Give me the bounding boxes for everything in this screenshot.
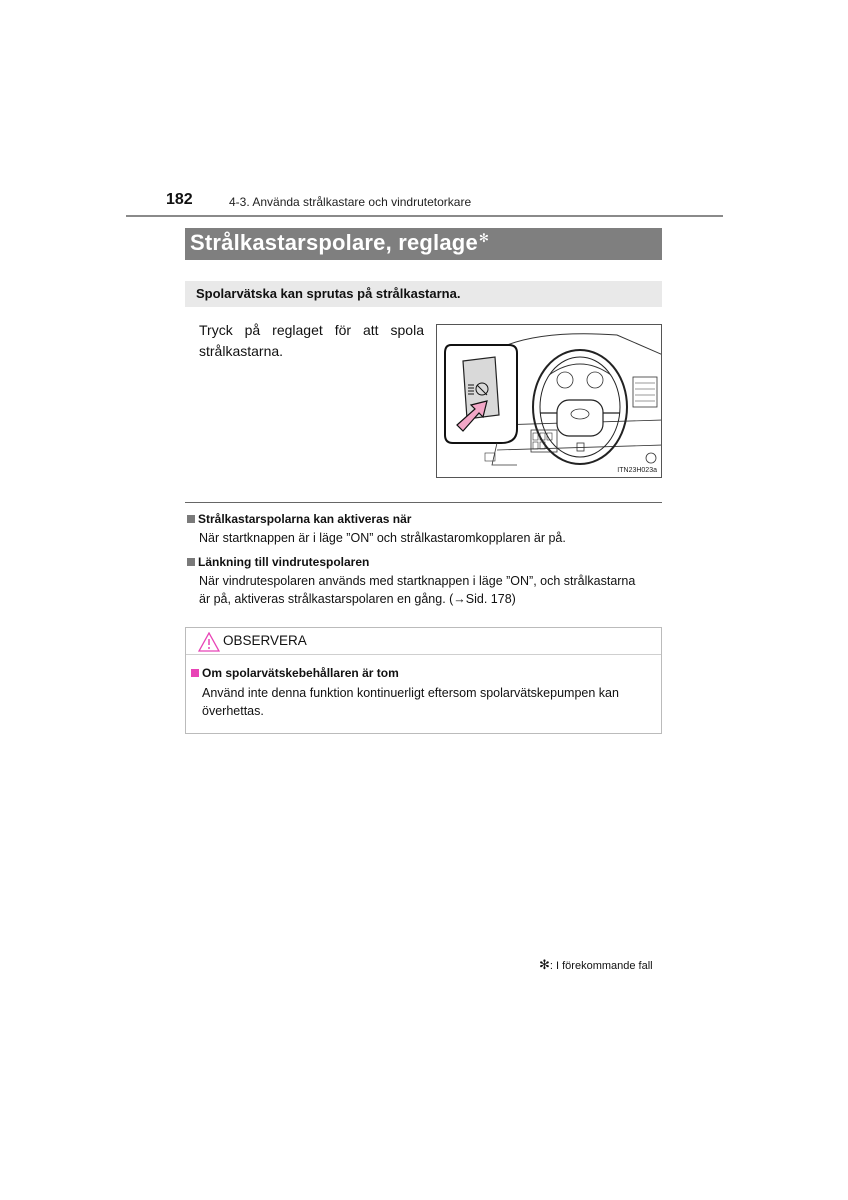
caution-heading-text: Om spolarvätskebehållaren är tom bbox=[202, 666, 399, 680]
subtitle: Spolarvätska kan sprutas på strålkastarna. bbox=[196, 286, 461, 301]
caution-label: OBSERVERA bbox=[223, 633, 307, 648]
footnote bbox=[539, 957, 653, 973]
note-body-activation: När startknappen är i läge ”ON” och strålkastaromkopplaren är på. bbox=[199, 531, 566, 545]
caution-header-divider bbox=[186, 654, 661, 655]
header-divider bbox=[126, 215, 723, 217]
subtitle-bar bbox=[185, 281, 662, 307]
headlight-cleaner-switch-illustration bbox=[436, 324, 662, 478]
page-title bbox=[190, 230, 489, 256]
figure-code: ITN23H023a bbox=[617, 467, 657, 474]
page-title-text: Strålkastarspolare, reglage bbox=[190, 230, 478, 255]
square-bullet-icon bbox=[187, 558, 195, 566]
note-heading-text: Länkning till vindrutespolaren bbox=[198, 555, 370, 569]
caution-box bbox=[185, 627, 662, 734]
section-divider bbox=[185, 502, 662, 503]
dashboard-drawing bbox=[437, 325, 662, 478]
note-heading-text: Strålkastarspolarna kan aktiveras när bbox=[198, 512, 412, 526]
optional-marker: ✻ bbox=[478, 230, 490, 245]
footnote-marker: ✻ bbox=[539, 957, 550, 972]
section-title-bar bbox=[185, 228, 662, 260]
breadcrumb: 4-3. Använda strålkastare och vindrutetorkare bbox=[229, 195, 472, 209]
note-heading-linking bbox=[187, 555, 369, 569]
warning-triangle-icon bbox=[198, 632, 220, 652]
intro-text: Tryck på reglaget för att spola strålkastarna. bbox=[199, 322, 424, 359]
note-body-linking-line2: är på, aktiveras strålkastarspolaren en gång. (→Sid. 178) bbox=[199, 592, 516, 606]
caution-heading bbox=[191, 666, 399, 680]
pink-square-bullet-icon bbox=[191, 669, 199, 677]
footnote-text: : I förekommande fall bbox=[549, 960, 653, 972]
square-bullet-icon bbox=[187, 515, 195, 523]
note-body-linking-line1: När vindrutespolaren används med startknappen i läge ”ON”, och strålkastarna bbox=[199, 574, 636, 588]
caution-body-line2: överhettas. bbox=[202, 704, 264, 718]
page-number: 182 bbox=[166, 191, 193, 208]
note-heading-activation bbox=[187, 512, 411, 526]
caution-body-line1: Använd inte denna funktion kontinuerligt eftersom spolarvätskepumpen kan bbox=[202, 686, 619, 700]
